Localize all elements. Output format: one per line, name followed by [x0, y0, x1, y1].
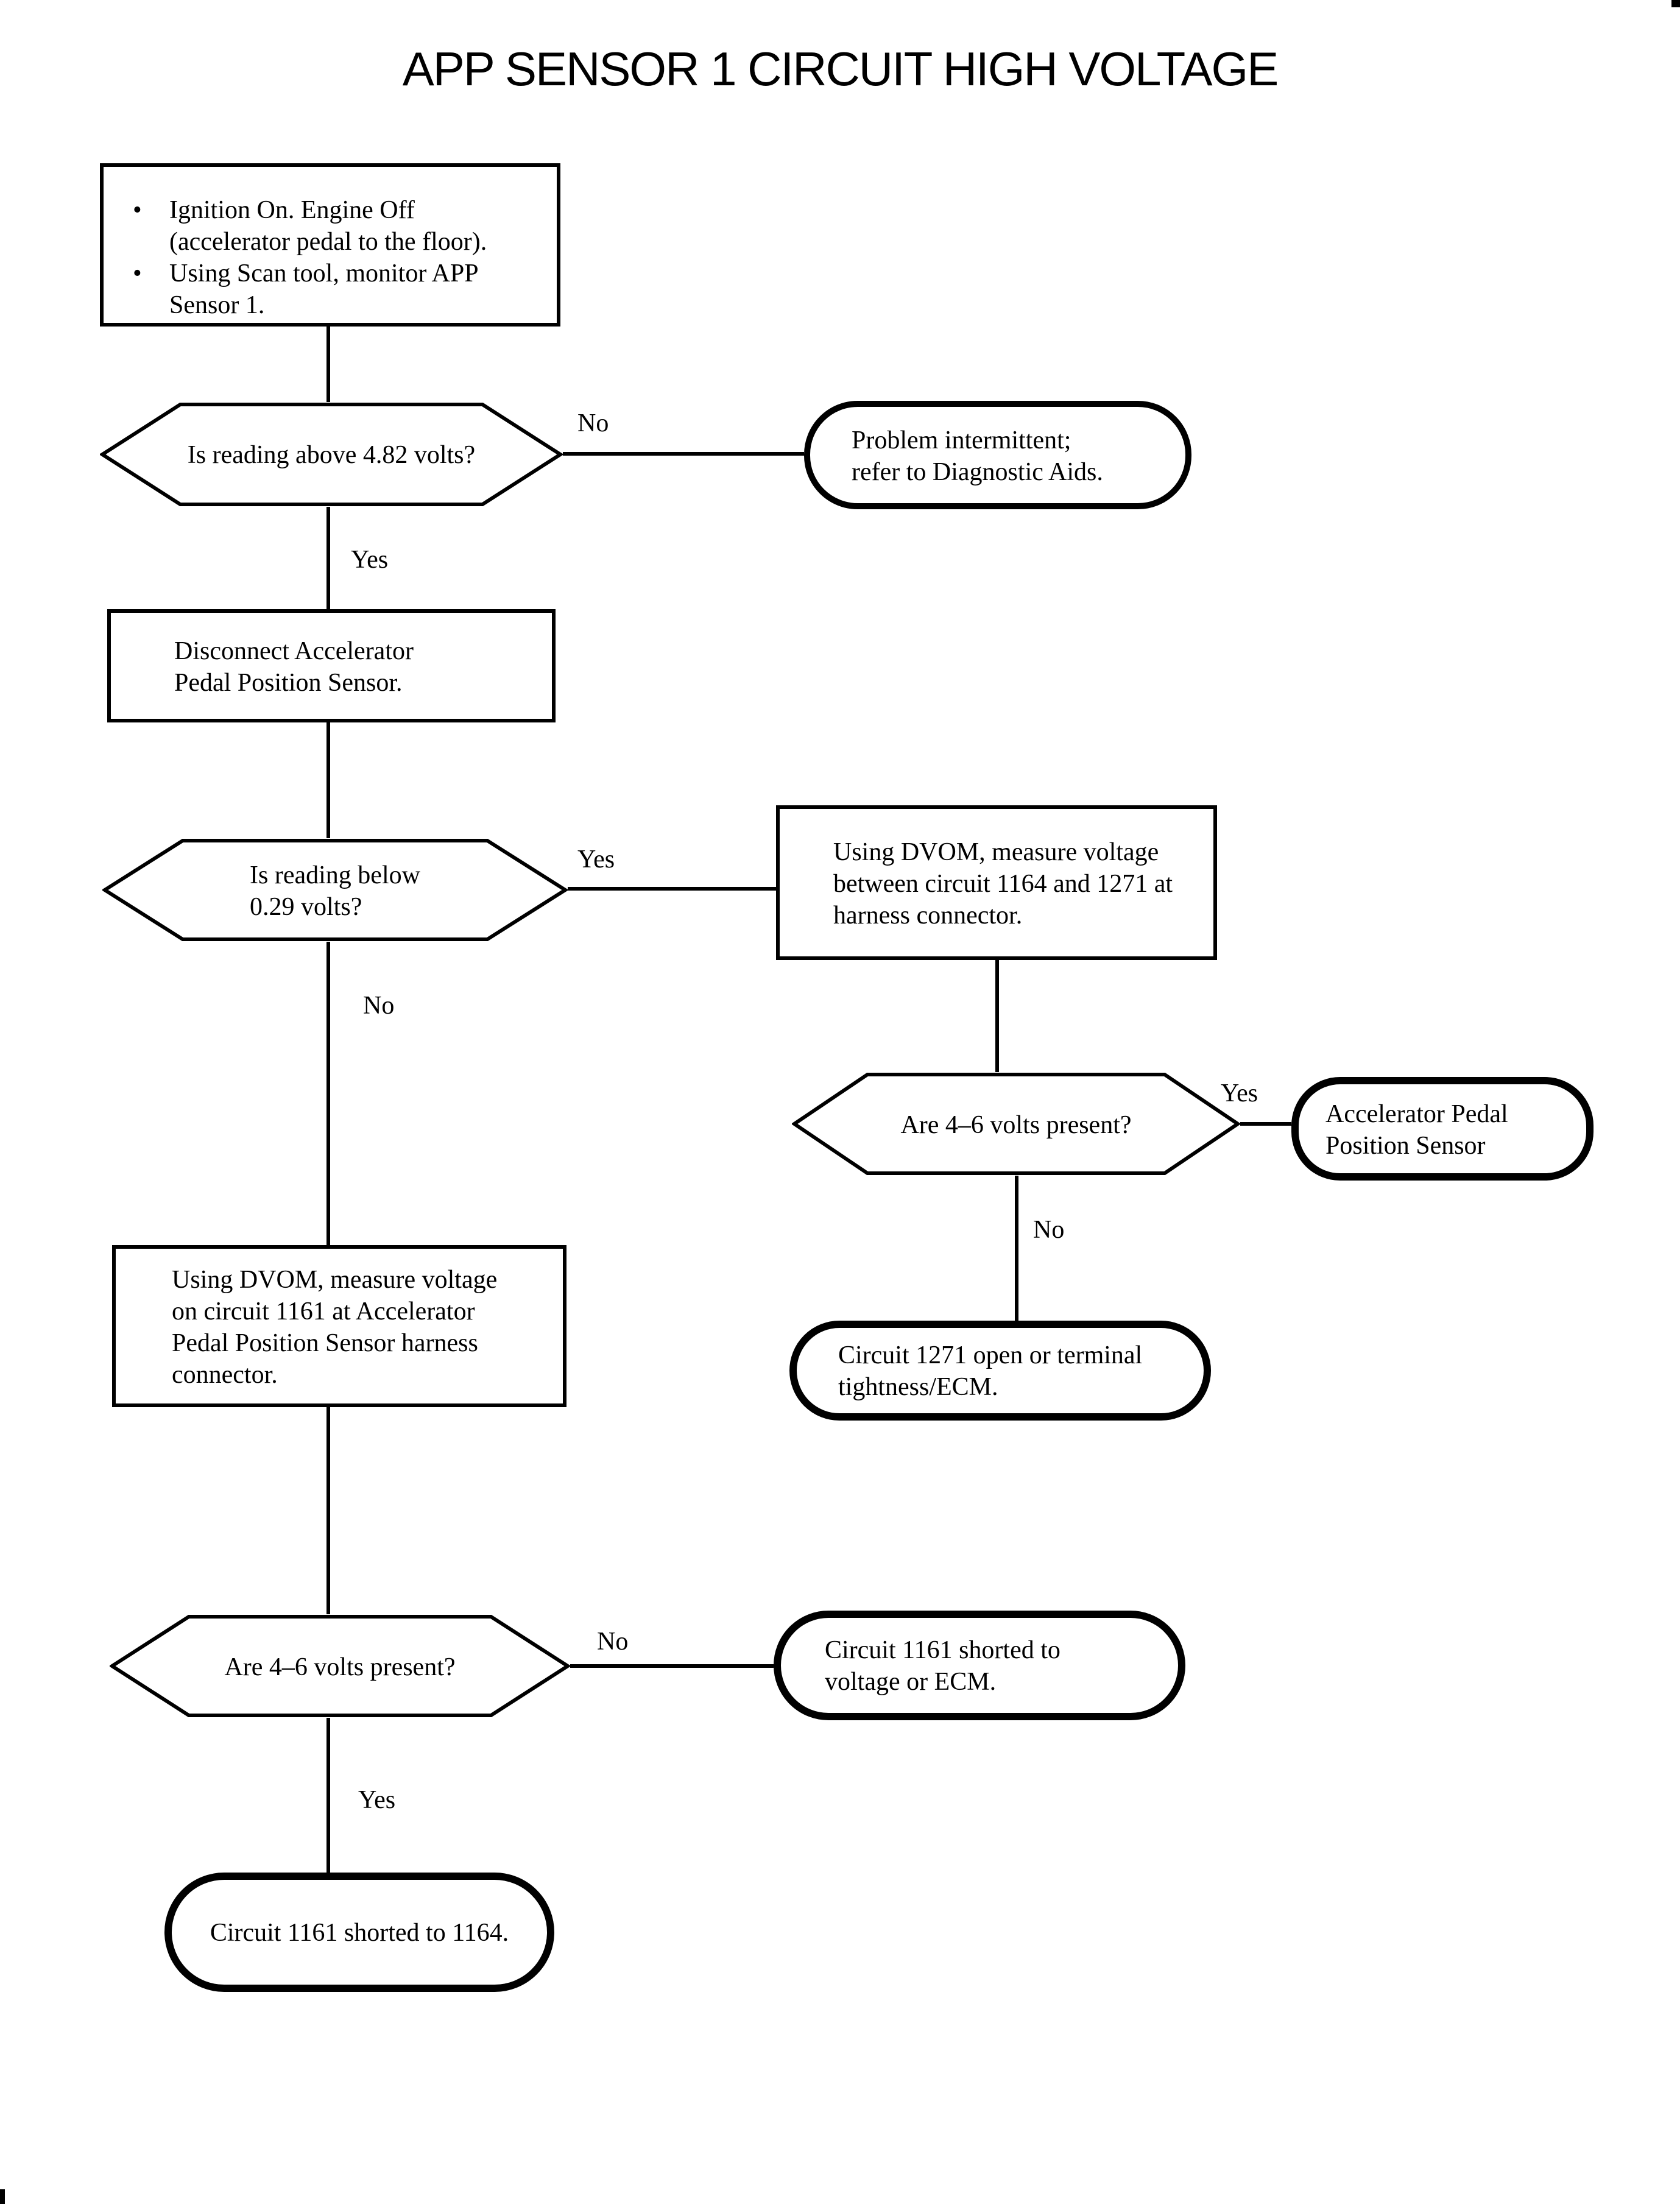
edge-label-no: No — [363, 990, 395, 1020]
text-line: Accelerator Pedal — [1325, 1098, 1508, 1128]
decision-4-6-volts-left — [110, 1614, 570, 1718]
connector-q46-right-yes-to-app-sensor — [1240, 1122, 1291, 1126]
text-line: connector. — [172, 1359, 278, 1388]
edge-label-no: No — [577, 408, 609, 437]
edge-label-yes: Yes — [351, 545, 389, 574]
text-line: Disconnect Accelerator — [174, 635, 414, 665]
connector-q-below-no-to-measure-1161 — [326, 942, 330, 1245]
scan-artifact-bottom-left — [0, 2189, 5, 2204]
text-line: (accelerator pedal to the floor). — [169, 227, 487, 256]
text-line: Sensor 1. — [169, 290, 265, 319]
bullet-item — [133, 257, 557, 320]
process-measure-1164-1271 — [776, 805, 1217, 960]
connector-q46-left-yes-to-c1161-1164 — [326, 1718, 330, 1873]
terminal-circuit-1161-shorted-1164 — [164, 1873, 554, 1992]
decision-reading-below-0-29 — [102, 838, 568, 942]
bullet-list — [104, 167, 557, 320]
edge-label-yes: Yes — [1221, 1078, 1258, 1107]
bullet-icon: • — [133, 258, 142, 288]
text-line: Are 4–6 volts present? — [224, 1651, 456, 1681]
connector-q-below-yes-to-measure-1164 — [568, 887, 776, 891]
text-line: Position Sensor — [1325, 1130, 1486, 1159]
connector-measure-1164-to-q46-right — [995, 960, 999, 1072]
connector-measure-1161-to-q46-left — [326, 1407, 330, 1614]
terminal-circuit-1161-shorted-voltage — [774, 1611, 1185, 1720]
terminal-app-sensor — [1291, 1077, 1594, 1181]
text-line: Pedal Position Sensor. — [174, 667, 403, 696]
edge-label-yes: Yes — [358, 1785, 396, 1814]
connector-q-above-yes-to-disconnect — [326, 507, 330, 609]
text-line: Is reading below — [250, 860, 420, 889]
text-line: Ignition On. Engine Off — [169, 195, 415, 224]
connector-q-above-no-to-intermittent — [563, 452, 804, 456]
text-line: harness connector. — [833, 900, 1023, 929]
process-measure-1161 — [112, 1245, 566, 1407]
text-line: Using Scan tool, monitor APP — [169, 258, 479, 288]
process-disconnect-sensor — [107, 609, 556, 722]
text-line: Circuit 1271 open or terminal — [838, 1340, 1143, 1369]
text-line: on circuit 1161 at Accelerator — [172, 1296, 475, 1325]
decision-reading-above-4-82 — [100, 402, 563, 507]
connector-disconnect-to-q-below — [326, 722, 330, 838]
process-start-conditions — [100, 163, 560, 327]
text-line: Circuit 1161 shorted to 1164. — [210, 1918, 509, 1947]
edge-label-no: No — [1033, 1215, 1065, 1244]
text-line: voltage or ECM. — [825, 1667, 997, 1696]
terminal-problem-intermittent — [804, 401, 1191, 509]
scan-artifact-top-right — [1671, 0, 1680, 7]
edge-label-yes: Yes — [577, 844, 615, 874]
text-line: Circuit 1161 shorted to — [825, 1635, 1061, 1664]
text-line: Pedal Position Sensor harness — [172, 1327, 478, 1357]
bullet-item — [133, 194, 557, 257]
text-line: Using DVOM, measure voltage — [172, 1264, 498, 1293]
bullet-icon: • — [133, 195, 142, 224]
text-line: Are 4–6 volts present? — [900, 1109, 1132, 1139]
text-line: tightness/ECM. — [838, 1372, 998, 1401]
connector-q46-left-no-to-c1161-voltage — [570, 1664, 774, 1668]
flowchart-title: APP SENSOR 1 CIRCUIT HIGH VOLTAGE — [402, 44, 1278, 96]
text-line: Is reading above 4.82 volts? — [187, 440, 476, 469]
text-line: between circuit 1164 and 1271 at — [833, 868, 1173, 897]
text-line: Problem intermittent; — [852, 425, 1071, 454]
connector-q46-right-no-to-c1271 — [1015, 1176, 1018, 1321]
edge-label-no: No — [597, 1626, 629, 1656]
text-line: refer to Diagnostic Aids. — [852, 456, 1103, 485]
connector-start-to-q-above — [326, 327, 330, 402]
terminal-circuit-1271-open — [789, 1321, 1211, 1421]
text-line: 0.29 volts? — [250, 891, 362, 920]
decision-4-6-volts-right — [792, 1072, 1240, 1176]
text-line: Using DVOM, measure voltage — [833, 836, 1159, 866]
